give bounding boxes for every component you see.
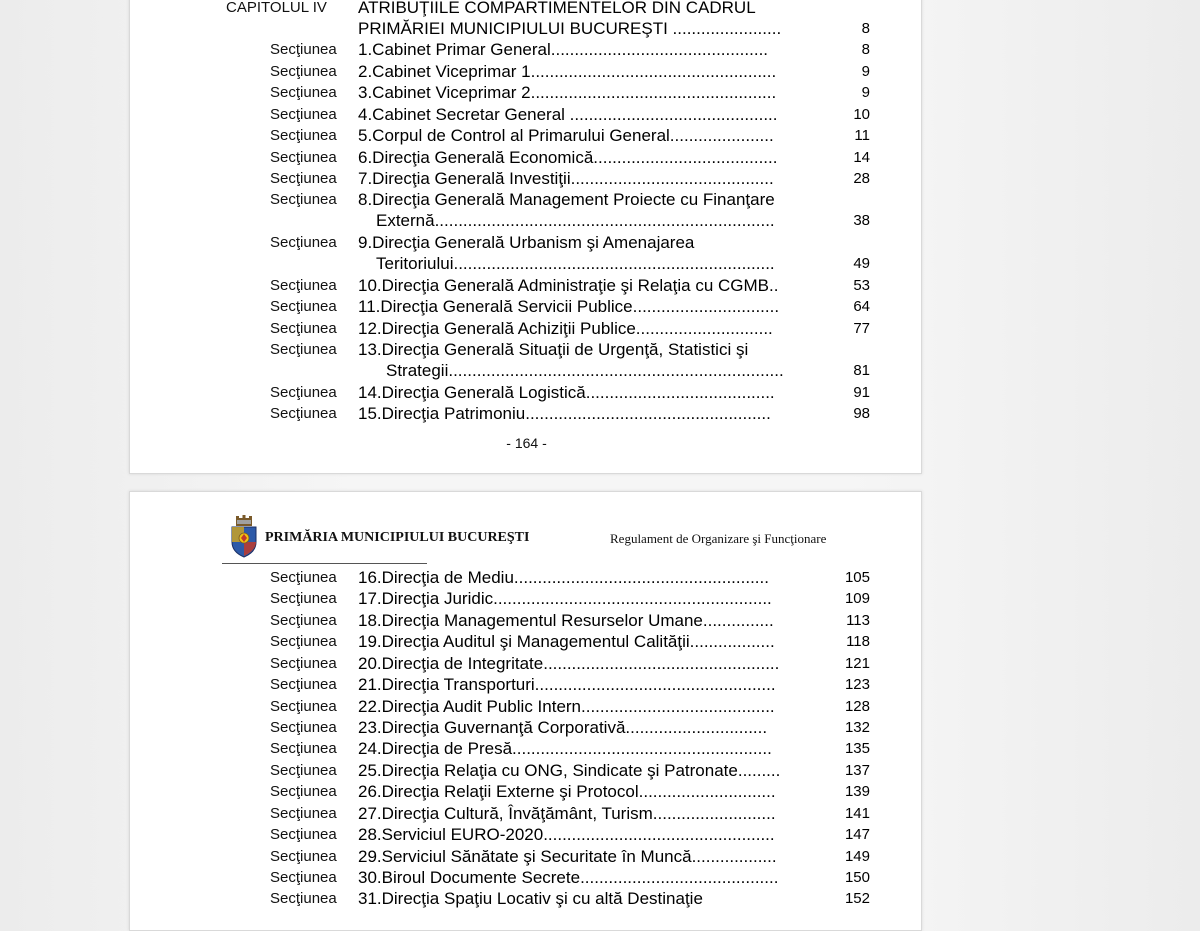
toc-entry-title: 24.Direcţia de Presă....................................................... (358, 739, 772, 758)
toc-section-label: Secţiunea (270, 633, 337, 650)
toc-entry[interactable] (130, 403, 922, 425)
header-document-title: Regulament de Organizare şi Funcţionare (610, 531, 827, 546)
toc-page-number: 123 (844, 676, 870, 693)
toc-entry[interactable] (130, 339, 922, 361)
toc-section-label: Secţiunea (270, 783, 337, 800)
toc-entry-title: 28.Serviciul EURO-2020................................................. (358, 825, 775, 844)
toc-entry[interactable] (130, 760, 922, 782)
toc-section-label: Secţiunea (270, 41, 337, 58)
toc-entry[interactable] (130, 738, 922, 760)
toc-entry-title: 6.Direcţia Generală Economică....................................... (358, 148, 778, 167)
chapter-heading (130, 0, 922, 19)
toc-section-label: Secţiunea (270, 405, 337, 422)
toc-page-number: 150 (844, 869, 870, 886)
toc-entry-title: 1.Cabinet Primar General.............................................. (358, 40, 769, 59)
toc-section-label: Secţiunea (270, 869, 337, 886)
toc-entry-continuation[interactable] (130, 360, 922, 382)
toc-entry-title: 11.Direcţia Generală Servicii Publice............................... (358, 297, 780, 316)
toc-section-label: Secţiunea (270, 590, 337, 607)
toc-entry-title: 18.Direcţia Managementul Resurselor Umane............... (358, 611, 774, 630)
toc-section-label: Secţiunea (270, 277, 337, 294)
toc-section-label: Secţiunea (270, 341, 337, 358)
toc-entry-title: 3.Cabinet Viceprimar 2.................................................... (358, 83, 777, 102)
toc-section-label: Secţiunea (270, 320, 337, 337)
toc-page-number: 141 (844, 805, 870, 822)
toc-entry[interactable] (130, 168, 922, 190)
header-institution-title: PRIMĂRIA MUNICIPIULUI BUCUREŞTI (265, 530, 530, 545)
toc-page-number: 139 (844, 783, 870, 800)
toc-section-label: Secţiunea (270, 676, 337, 693)
toc-entry[interactable] (130, 717, 922, 739)
toc-section-label: Secţiunea (270, 612, 337, 629)
toc-entry-continuation[interactable] (130, 210, 922, 232)
toc-section-label: Secţiunea (270, 63, 337, 80)
toc-entry-title: 21.Direcţia Transporturi................................................... (358, 675, 776, 694)
toc-page-number: 91 (853, 384, 870, 401)
toc-page-number: 9 (861, 63, 870, 80)
toc-entry-title: 22.Direcţia Audit Public Intern......................................... (358, 697, 775, 716)
toc-entry-title: 10.Direcţia Generală Administraţie şi Relaţia cu CGMB.. (358, 276, 779, 295)
toc-page-number: 109 (844, 590, 870, 607)
toc-page-number: 28 (853, 170, 870, 187)
toc-entry[interactable] (130, 296, 922, 318)
toc-entry[interactable] (130, 82, 922, 104)
toc-page-number: 14 (853, 149, 870, 166)
pmb-coat-of-arms-icon (229, 514, 259, 558)
toc-section-label: Secţiunea (270, 127, 337, 144)
toc-entry-title: 29.Serviciul Sănătate şi Securitate în Muncă.................. (358, 847, 777, 866)
toc-section-label: Secţiunea (270, 848, 337, 865)
toc-page-number: 64 (853, 298, 870, 315)
toc-entry-title: 2.Cabinet Viceprimar 1.................................................... (358, 62, 777, 81)
toc-page-number: 77 (853, 320, 870, 337)
toc-entry-title-continuation: Externă........................................................................ (376, 211, 775, 230)
toc-entry-title: 27.Direcţia Cultură, Învăţământ, Turism.......................... (358, 804, 776, 823)
toc-entry[interactable] (130, 653, 922, 675)
toc-page-number: 9 (861, 84, 870, 101)
chapter-title-line2: PRIMĂRIEI MUNICIPIULUI BUCUREŞTI ....................... (358, 19, 782, 38)
toc-entry-title: 7.Direcţia Generală Investiţii........................................... (358, 169, 774, 188)
toc-section-label: Secţiunea (270, 890, 337, 907)
toc-entry[interactable] (130, 696, 922, 718)
toc-section-label: Secţiunea (270, 84, 337, 101)
chapter-heading-line2 (130, 18, 922, 40)
toc-entry-title: 13.Direcţia Generală Situaţii de Urgenţă, Statistici şi (358, 340, 749, 359)
toc-entry-title-continuation: Strategii....................................................................... (386, 361, 784, 380)
toc-section-label: Secţiunea (270, 805, 337, 822)
toc-entry[interactable] (130, 781, 922, 803)
toc-entry[interactable] (130, 610, 922, 632)
toc-entry[interactable] (130, 61, 922, 83)
toc-entry[interactable] (130, 104, 922, 126)
toc-page-number: 53 (853, 277, 870, 294)
toc-entry-title: 5.Corpul de Control al Primarului General...................... (358, 126, 774, 145)
toc-entry[interactable] (130, 824, 922, 846)
toc-page-number: 135 (844, 740, 870, 757)
toc-entry-title: 8.Direcţia Generală Management Proiecte cu Finanţare (358, 190, 775, 209)
toc-page-number: 105 (844, 569, 870, 586)
toc-entry-title: 14.Direcţia Generală Logistică........................................ (358, 383, 775, 402)
toc-page-number: 10 (853, 106, 870, 123)
toc-page-number: 152 (844, 890, 870, 907)
toc-entry[interactable] (130, 803, 922, 825)
toc-page-number: 49 (853, 255, 870, 272)
toc-entry[interactable] (130, 189, 922, 211)
toc-entry-title: 25.Direcţia Relaţia cu ONG, Sindicate şi Patronate......... (358, 761, 781, 780)
toc-entry-title-continuation: Teritoriului.................................................................... (376, 254, 775, 273)
toc-section-label: Secţiunea (270, 569, 337, 586)
toc-entry[interactable] (130, 232, 922, 254)
toc-entry[interactable] (130, 275, 922, 297)
toc-page-number: 118 (846, 633, 870, 650)
toc-entry[interactable] (130, 147, 922, 169)
toc-section-label: Secţiunea (270, 234, 337, 251)
toc-entry-title: 17.Direcţia Juridic........................................................... (358, 589, 772, 608)
toc-entry[interactable] (130, 888, 922, 910)
toc-section-label: Secţiunea (270, 762, 337, 779)
toc-entry-title: 12.Direcţia Generală Achiziţii Publice............................. (358, 319, 773, 338)
toc-page-number: 98 (853, 405, 870, 422)
toc-section-label: Secţiunea (270, 106, 337, 123)
chapter-label: CAPITOLUL IV (226, 0, 327, 16)
toc-page-number: 147 (844, 826, 870, 843)
toc-section-label: Secţiunea (270, 826, 337, 843)
toc-page-number: 38 (853, 212, 870, 229)
page-number-footer: - 164 - (506, 435, 547, 451)
toc-entry-title: 9.Direcţia Generală Urbanism şi Amenajarea (358, 233, 695, 252)
header-divider (222, 563, 427, 564)
toc-entry-title: 4.Cabinet Secretar General ............................................ (358, 105, 778, 124)
toc-page-number: 11 (854, 127, 870, 144)
toc-section-label: Secţiunea (270, 191, 337, 208)
toc-entry-title: 15.Direcţia Patrimoniu.................................................... (358, 404, 771, 423)
toc-entry-title: 31.Direcţia Spaţiu Locativ şi cu altă Destinaţie (358, 889, 703, 908)
toc-entry[interactable] (130, 631, 922, 653)
toc-section-label: Secţiunea (270, 655, 337, 672)
toc-entry[interactable] (130, 674, 922, 696)
toc-section-label: Secţiunea (270, 719, 337, 736)
toc-page-number: 8 (861, 20, 870, 37)
toc-entry[interactable] (130, 588, 922, 610)
toc-page-number: 137 (844, 762, 870, 779)
toc-page-number: 81 (853, 362, 870, 379)
toc-entry[interactable] (130, 867, 922, 889)
chapter-title-line1: ATRIBUŢIILE COMPARTIMENTELOR DIN CADRUL (358, 0, 756, 17)
toc-section-label: Secţiunea (270, 740, 337, 757)
toc-entry[interactable] (130, 318, 922, 340)
toc-entry-title: 23.Direcţia Guvernanţă Corporativă.............................. (358, 718, 768, 737)
toc-section-label: Secţiunea (270, 298, 337, 315)
toc-section-label: Secţiunea (270, 170, 337, 187)
document-page-2 (129, 491, 922, 931)
toc-entry-title: 19.Direcţia Auditul şi Managementul Calităţii.................. (358, 632, 775, 651)
toc-page-number: 128 (844, 698, 870, 715)
toc-section-label: Secţiunea (270, 149, 337, 166)
document-page-1 (129, 0, 922, 474)
toc-entry-title: 26.Direcţia Relaţii Externe şi Protocol............................. (358, 782, 776, 801)
toc-entry[interactable] (130, 846, 922, 868)
toc-entry-title: 16.Direcţia de Mediu...................................................... (358, 568, 769, 587)
toc-entry-title: 30.Biroul Documente Secrete.......................................... (358, 868, 779, 887)
toc-entry[interactable] (130, 382, 922, 404)
toc-page-number: 149 (844, 848, 870, 865)
toc-entry[interactable] (130, 125, 922, 147)
toc-page-number: 113 (846, 612, 870, 629)
toc-entry[interactable] (130, 567, 922, 589)
toc-entry-title: 20.Direcţia de Integritate.................................................. (358, 654, 780, 673)
toc-page-number: 8 (861, 41, 870, 58)
toc-section-label: Secţiunea (270, 698, 337, 715)
toc-section-label: Secţiunea (270, 384, 337, 401)
toc-entry[interactable] (130, 39, 922, 61)
toc-page-number: 132 (844, 719, 870, 736)
toc-page-number: 121 (844, 655, 870, 672)
toc-entry-continuation[interactable] (130, 253, 922, 275)
